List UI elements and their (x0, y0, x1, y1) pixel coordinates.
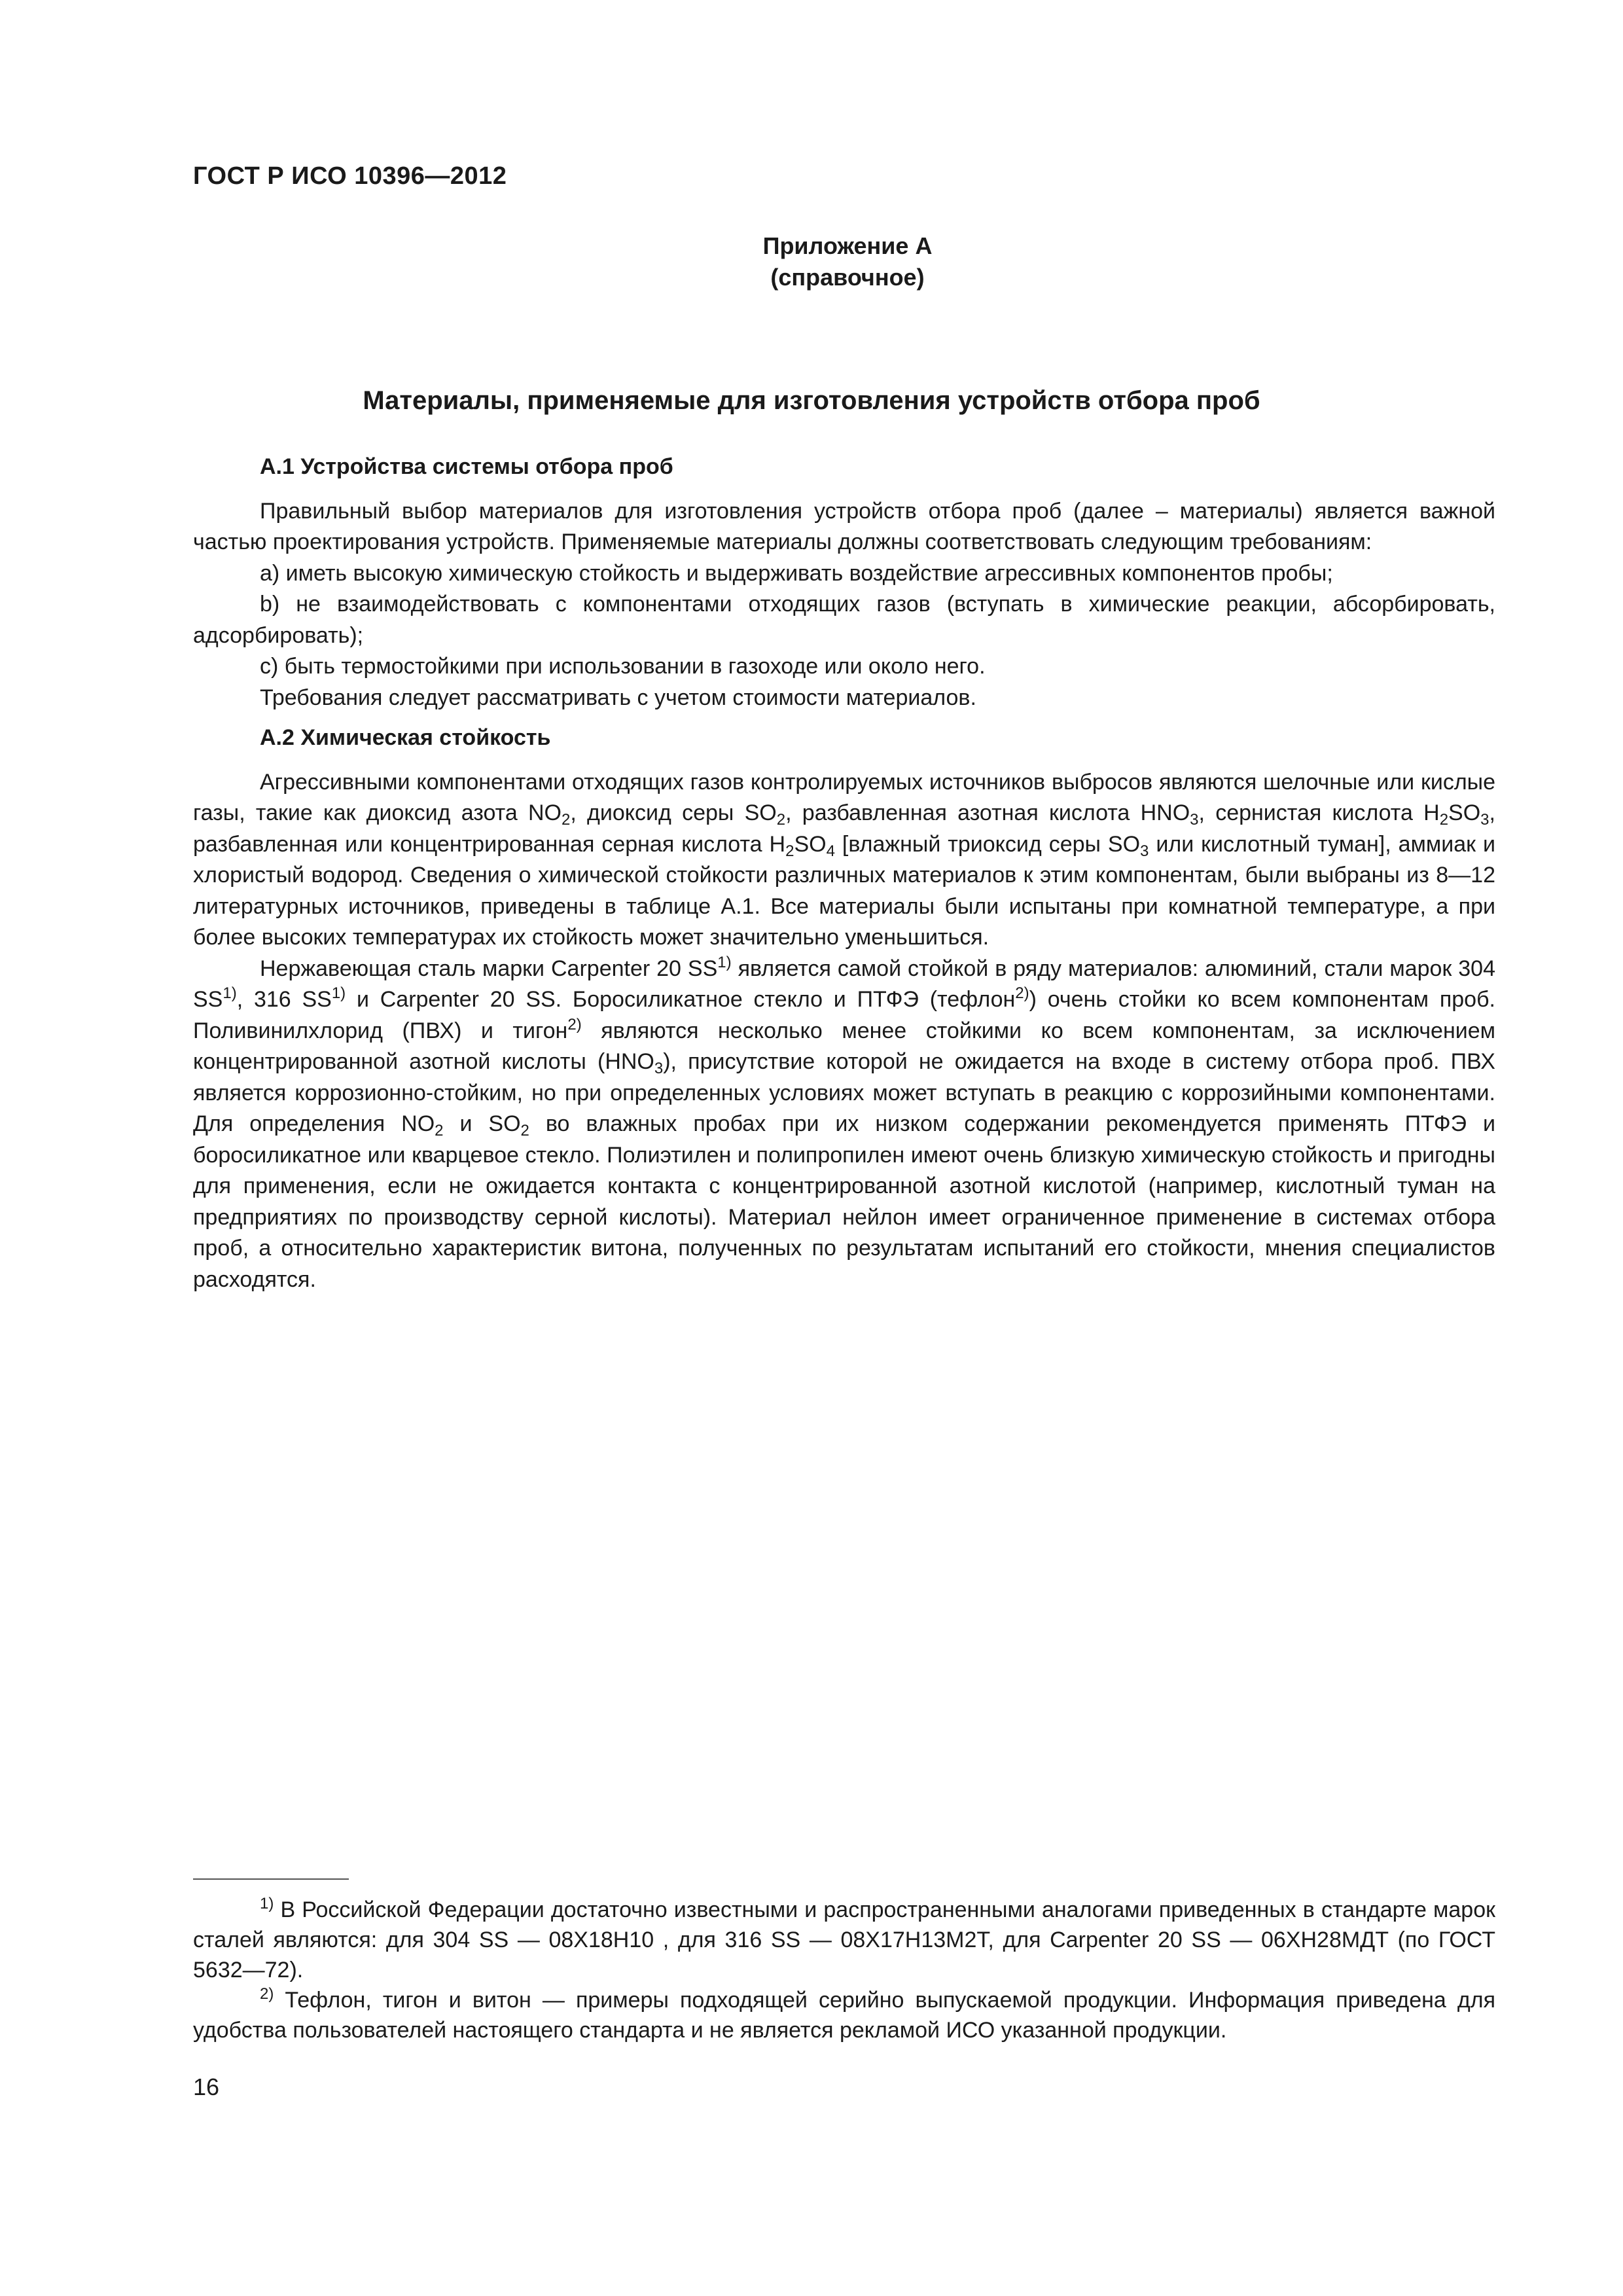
footnote-ref-1: 1) (331, 984, 346, 1002)
requirement-a: a) иметь высокую химическую стойкость и выдерживать воздействие агрессивных компонентов пробы; (260, 560, 1333, 586)
section-a1-note: Требования следует рассматривать с учетом стоимости материалов. (260, 685, 976, 710)
footnote-1: $^{1)}$ В Российской Федерации достаточно известными и распространенными аналогами приведенных в стандарте марок сталей являются: для 304 SS — 08Х18Н10 , для 316 SS — 08Х17Н13М2Т, для Carpenter 20 SS — 06ХН28МДТ (по ГОСТ 5632—72). (193, 1895, 1495, 1982)
section-a2-paragraph-2: Нержавеющая сталь марки Carpenter 20 SS$^{1)}$ является самой стойкой в ряду материалов: алюминий, стали марок 304 SS$^{1)}$, 316 SS$^{1)}$ и Carpenter 20 SS. Боросиликатное стекло и ПТФЭ (тефлон$^{2)}$) очень стойки ко всем компонентам проб. Поливинилхлорид (ПВХ) и тигон$^{2)}$ являются несколько менее стойкими ко всем компонентам, за исключением концентрированной азотной кислоты $(HNO_3)$, присутствие которой не ожидается на входе в систему отбора проб. ПВХ является коррозионно-стойким, но при определенных условиях может вступать в реакцию с коррозийными компонентами. Для определения $NO_2$ и $SO_2$ во влажных пробах при их низком содержании рекомендуется применять ПТФЭ и боросиликатное или кварцевое стекло. Полиэтилен и полипропилен имеют очень близкую химическую стойкость и пригодны для применения, если не ожидается контакта с концентрированной азотной кислотой (например, кислотный туман на предприятиях по производству серной кислоты). Материал нейлон имеет ограниченное применение в системах отбора проб, а относительно характеристик витона, полученных по результатам испытаний его стойкости, мнения специалистов расходятся. (193, 953, 1496, 1292)
annex-title: Материалы, применяемые для изготовления устройств отбора проб (363, 386, 1260, 415)
section-a1-intro: Правильный выбор материалов для изготовления устройств отбора проб (далее – материалы) является важной частью проектирования устройств. Применяемые материалы должны соответствовать следующим требованиям: (193, 498, 1495, 554)
page-number: 16 (193, 2073, 220, 2100)
document-header: ГОСТ Р ИСО 10396—2012 (193, 162, 507, 190)
footnote-divider (193, 1878, 349, 1880)
annex-label: Приложение А (762, 232, 933, 259)
footnotes (193, 1895, 1495, 2045)
document-body (193, 452, 1495, 1295)
requirement-c: c) быть термостойкими при использовании в газоходе или около него. (260, 654, 986, 679)
footnote-ref-1: 1) (223, 984, 237, 1002)
footnote-2: $^{2)}$ Тефлон, тигон и витон — примеры подходящей серийно выпускаемой продукции. Информация приведена для удобства пользователей настоящего стандарта и не является рекламой ИСО указанной продукции. (193, 1985, 1495, 2043)
footnote-ref-2: 2) (567, 1015, 582, 1033)
annex-heading (654, 230, 1041, 293)
requirement-b: b) не взаимодействовать с компонентами отходящих газов (вступать в химические реакции, абсорбировать, адсорбировать); (193, 592, 1495, 648)
section-a2-paragraph-1: Агрессивными компонентами отходящих газов контролируемых источников выбросов являются шелочные или кислые газы, такие как диоксид азота $NO_2$, диоксид серы $SO_2$, разбавленная азотная кислота $HNO_3$, сернистая кислота $H_2SO_3$, разбавленная или концентрированная серная кислота $H_2SO_4$ [влажный триоксид серы $SO_3$ или кислотный туман], аммиак и хлористый водород. Сведения о химической стойкости различных материалов к этим компонентам, были выбраны из 8—12 литературных источников, приведены в таблице А.1. Все материалы были испытаны при комнатной температуре, а при более высоких температурах их стойкость может значительно уменьшиться. (193, 769, 1496, 950)
footnote-ref-2: 2) (1015, 984, 1029, 1002)
footnote-ref-1: 1) (717, 953, 732, 971)
section-a2-heading: А.2 Химическая стойкость (260, 725, 551, 750)
section-a1-heading: А.1 Устройства системы отбора проб (260, 454, 673, 479)
annex-kind: (справочное) (770, 264, 925, 291)
